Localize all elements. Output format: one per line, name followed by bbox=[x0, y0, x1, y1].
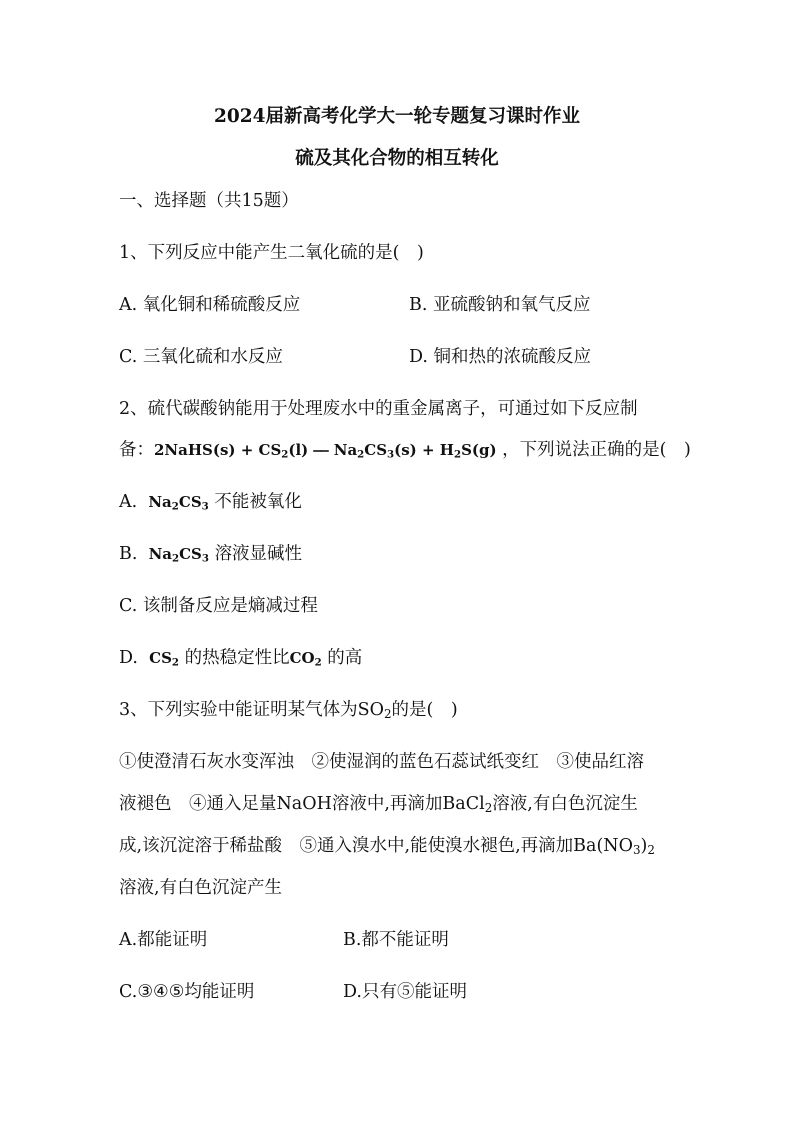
option-text: 的高 bbox=[327, 648, 363, 668]
formula-subscript: 2 bbox=[484, 800, 493, 815]
formula-subscript: 2 bbox=[647, 842, 655, 857]
question-1-option-d: D. 铜和热的浓硫酸反应 bbox=[409, 347, 592, 367]
formula-part: Na bbox=[148, 545, 173, 563]
question-3-condition-line-1: ①使澄清石灰水变浑浊 ②使湿润的蓝色石蕊试纸变红 ③使品红溶 bbox=[119, 752, 644, 772]
condition-text: 液褪色 ④通入足量NaOH溶液中,再滴加BaCl bbox=[119, 794, 485, 814]
question-2-option-c: C. 该制备反应是熵减过程 bbox=[119, 596, 318, 616]
formula-subscript: 2 bbox=[383, 706, 392, 721]
chemical-formula bbox=[148, 493, 208, 511]
condition-text: 溶液,有白色沉淀生 bbox=[492, 794, 638, 814]
chemical-formula bbox=[149, 649, 179, 667]
question-3-condition-line-4: 溶液,有白色沉淀产生 bbox=[119, 878, 283, 898]
equation-subscript: 2 bbox=[357, 448, 365, 461]
question-3-option-a: A.都能证明 bbox=[119, 930, 208, 950]
formula-part: CO bbox=[289, 649, 315, 667]
question-2-stem-line-1: 2、硫代碳酸钠能用于处理废水中的重金属离子，可通过如下反应制 bbox=[119, 399, 638, 419]
question-2-stem-prefix: 备： bbox=[119, 440, 154, 460]
equation-subscript: 2 bbox=[281, 448, 289, 461]
stem-text: 3、下列实验中能证明某气体为SO bbox=[119, 700, 384, 720]
question-3-option-c: C.③④⑤均能证明 bbox=[119, 982, 255, 1002]
formula-subscript: 3 bbox=[201, 552, 209, 565]
formula-subscript: 2 bbox=[314, 656, 322, 669]
equation-part: 2NaHS(s) + CS bbox=[154, 441, 282, 459]
formula-part: Na bbox=[148, 493, 172, 511]
chemical-formula bbox=[290, 649, 322, 667]
equation-part: CS bbox=[364, 441, 388, 459]
question-1-stem: 1、下列反应中能产生二氧化硫的是( ) bbox=[119, 243, 424, 263]
document-title: 2024届新高考化学大一轮专题复习课时作业 bbox=[214, 106, 580, 127]
formula-part: CS bbox=[179, 545, 202, 563]
equation-subscript: 3 bbox=[387, 448, 395, 461]
condition-text: ) bbox=[640, 836, 648, 856]
formula-subscript: 3 bbox=[201, 500, 209, 513]
equation-part: (l) ⎯⎯ Na bbox=[288, 441, 358, 459]
condition-text: 成,该沉淀溶于稀盐酸 ⑤通入溴水中,能使溴水褪色,再滴加Ba(NO bbox=[119, 836, 633, 856]
equation-part: S(g) bbox=[461, 441, 497, 459]
question-3-stem bbox=[119, 698, 458, 722]
question-3-condition-line-2 bbox=[119, 792, 638, 816]
formula-subscript: 2 bbox=[172, 552, 180, 565]
option-text: 溶液显碱性 bbox=[214, 544, 303, 564]
question-1-option-a: A. 氧化铜和稀硫酸反应 bbox=[119, 295, 301, 315]
question-2-stem-line-2 bbox=[119, 438, 691, 462]
question-2-option-b bbox=[119, 542, 302, 566]
equation-subscript: 2 bbox=[453, 448, 462, 461]
question-1-option-b: B. 亚硫酸钠和氧气反应 bbox=[409, 295, 591, 315]
section-heading: 一、选择题（共15题） bbox=[119, 191, 299, 211]
chemical-formula bbox=[149, 545, 209, 563]
reaction-equation bbox=[154, 441, 497, 459]
formula-part: CS bbox=[149, 649, 172, 667]
question-3-option-b: B.都不能证明 bbox=[343, 930, 449, 950]
formula-subscript: 3 bbox=[632, 842, 641, 857]
option-text: 的热稳定性比 bbox=[184, 648, 290, 668]
formula-subscript: 2 bbox=[171, 500, 179, 513]
question-2-option-d bbox=[119, 646, 362, 670]
question-1-option-c: C. 三氧化硫和水反应 bbox=[119, 347, 283, 367]
document-subtitle: 硫及其化合物的相互转化 bbox=[295, 148, 499, 169]
question-3-condition-line-3 bbox=[119, 834, 655, 858]
formula-subscript: 2 bbox=[171, 656, 179, 669]
option-text: 不能被氧化 bbox=[214, 492, 302, 512]
equation-part: (s) + H bbox=[394, 441, 454, 459]
formula-part: CS bbox=[178, 493, 202, 511]
question-2-option-a bbox=[119, 490, 302, 514]
option-letter: A. bbox=[119, 492, 138, 512]
question-2-stem-suffix: ，下列说法正确的是( ) bbox=[502, 440, 691, 460]
stem-text: 的是( ) bbox=[391, 700, 458, 720]
option-letter: D. bbox=[119, 648, 138, 668]
question-3-option-d: D.只有⑤能证明 bbox=[343, 982, 467, 1002]
option-letter: B. bbox=[119, 544, 138, 564]
